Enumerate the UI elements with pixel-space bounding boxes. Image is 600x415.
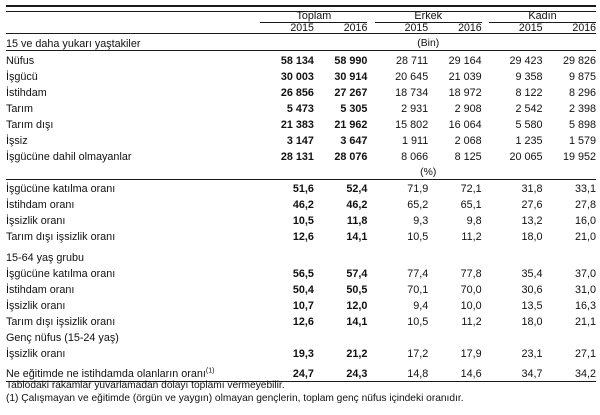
header-year-gap-2 xyxy=(482,22,489,33)
cell-katilma-1564-toplam-2016: 57,4 xyxy=(346,268,368,280)
table-row xyxy=(6,115,596,131)
table-row xyxy=(6,297,596,313)
cell-istihdam-orani-1564-toplam-2016: 50,5 xyxy=(346,284,368,296)
cell-isgucu-erkek-2016: 21 039 xyxy=(448,70,482,83)
row-label-issizlik-orani-15plus: İşsizlik oranı xyxy=(6,215,66,227)
header-year-corner xyxy=(6,22,260,33)
table-row xyxy=(6,131,596,147)
header-gap-2 xyxy=(482,11,489,22)
unit-label-percent: (%) xyxy=(420,167,437,179)
cell-katilma-15plus-kadin-2015: 31,8 xyxy=(521,183,543,195)
row-label-tarim-disi-issizlik-15plus: Tarım dışı işsizlik oranı xyxy=(6,231,116,243)
cell-tarim-toplam-2015: 5 473 xyxy=(286,102,314,115)
labour-force-statistics-table xyxy=(6,11,596,382)
cell-nufus-toplam-2015: 58 134 xyxy=(280,54,314,67)
header-year-gap-1 xyxy=(367,22,374,33)
row-label-tarim: Tarım xyxy=(6,102,33,115)
cell-katilma-15plus-toplam-2016: 52,4 xyxy=(346,183,368,195)
cell-istihdam-toplam-2015: 26 856 xyxy=(280,86,314,99)
row-label-istihdam-orani-15plus: İstihdam oranı xyxy=(6,199,75,211)
table-row xyxy=(6,179,596,196)
header-year-kadin-2015: 2015 xyxy=(518,21,543,34)
cell-tdissizlik-15plus-toplam-2015: 12,6 xyxy=(292,231,314,243)
cell-issizlik-1564-kadin-2015: 13,5 xyxy=(521,300,543,312)
section-title-genc-nufus: Genç nüfus (15-24 yaş) xyxy=(6,332,119,344)
row-label-issizlik-orani-genc: İşsizlik oranı xyxy=(6,348,66,360)
table-row xyxy=(6,196,596,212)
cell-istihdam-erkek-2016: 18 972 xyxy=(448,86,482,99)
cell-issizlik-genc-toplam-2016: 21,2 xyxy=(346,348,368,360)
table-row xyxy=(6,212,596,228)
cell-katilma-15plus-erkek-2015: 71,9 xyxy=(407,183,429,195)
cell-neet-toplam-2016: 24,3 xyxy=(346,368,368,380)
cell-nufus-erkek-2015: 28 711 xyxy=(395,54,429,67)
cell-issizlik-genc-erkek-2016: 17,9 xyxy=(460,348,482,360)
section-title-row-genc xyxy=(6,329,596,345)
column-group-toplam: Toplam xyxy=(260,11,367,22)
cell-dahil-olmayanlar-kadin-2015: 20 065 xyxy=(509,150,543,163)
cell-nufus-toplam-2016: 58 990 xyxy=(334,54,368,67)
cell-istihdam-orani-1564-kadin-2015: 30,6 xyxy=(521,284,543,296)
cell-issizlik-1564-kadin-2016: 16,3 xyxy=(574,300,596,312)
table-row xyxy=(6,147,596,163)
footnote-rounding-note: Tablodaki rakamlar yuvarlamadan dolayı toplamı vermeyebilir. xyxy=(6,380,285,391)
cell-nufus-kadin-2016: 29 826 xyxy=(562,54,596,67)
cell-tdissizlik-15plus-kadin-2015: 18,0 xyxy=(521,231,543,243)
cell-tdissizlik-15plus-toplam-2016: 14,1 xyxy=(346,231,368,243)
header-year-row xyxy=(6,22,596,33)
cell-tarim-disi-kadin-2015: 5 580 xyxy=(515,118,543,131)
column-group-kadin: Kadın xyxy=(489,11,596,22)
section-title-row-1564 xyxy=(6,249,596,265)
section-title-15plus: 15 ve daha yukarı yaştakiler xyxy=(6,37,141,50)
neet-label-text: Ne eğitimde ne istihdamda olanların oranı xyxy=(6,368,206,380)
cell-istihdam-orani-1564-toplam-2015: 50,4 xyxy=(292,284,314,296)
row-label-isgucu: İşgücü xyxy=(6,70,38,83)
cell-isgucu-toplam-2015: 30 003 xyxy=(280,70,314,83)
cell-katilma-1564-kadin-2015: 35,4 xyxy=(521,268,543,280)
cell-istihdam-orani-1564-kadin-2016: 31,0 xyxy=(574,284,596,296)
cell-issizlik-15plus-erkek-2015: 9,3 xyxy=(413,215,429,227)
cell-issizlik-1564-toplam-2015: 10,7 xyxy=(292,300,314,312)
cell-dahil-olmayanlar-toplam-2016: 28 076 xyxy=(334,150,368,163)
cell-istihdam-toplam-2016: 27 267 xyxy=(334,86,368,99)
row-label-isgucune-katilma-orani-15plus: İşgücüne katılma oranı xyxy=(6,183,116,195)
cell-tarim-erkek-2015: 2 931 xyxy=(401,102,429,115)
cell-issiz-erkek-2015: 1 911 xyxy=(401,134,429,147)
cell-tarim-kadin-2016: 2 398 xyxy=(568,102,596,115)
cell-nufus-kadin-2015: 29 423 xyxy=(509,54,543,67)
cell-istihdam-orani-15plus-kadin-2015: 27,6 xyxy=(521,199,543,211)
cell-tdissizlik-1564-toplam-2015: 12,6 xyxy=(292,316,314,328)
table-row xyxy=(6,265,596,281)
cell-tdissizlik-15plus-erkek-2016: 11,2 xyxy=(461,231,482,243)
cell-tarim-disi-erkek-2015: 15 802 xyxy=(395,118,429,131)
cell-tdissizlik-15plus-kadin-2016: 21,0 xyxy=(574,231,596,243)
cell-issizlik-15plus-erkek-2016: 9,8 xyxy=(466,215,482,227)
cell-istihdam-orani-15plus-erkek-2016: 65,1 xyxy=(460,199,482,211)
cell-isgucu-erkek-2015: 20 645 xyxy=(395,70,429,83)
cell-tdissizlik-1564-erkek-2016: 11,2 xyxy=(461,316,482,328)
cell-tarim-disi-toplam-2015: 21 383 xyxy=(280,118,314,131)
row-label-isgucune-dahil-olmayanlar: İşgücüne dahil olmayanlar xyxy=(6,150,132,163)
cell-issizlik-15plus-toplam-2015: 10,5 xyxy=(292,215,314,227)
cell-issizlik-1564-erkek-2015: 9,4 xyxy=(413,300,429,312)
cell-istihdam-kadin-2015: 8 122 xyxy=(515,86,543,99)
cell-issizlik-15plus-kadin-2016: 16,0 xyxy=(574,215,596,227)
cell-katilma-1564-erkek-2016: 77,8 xyxy=(460,268,482,280)
table-row xyxy=(6,345,596,361)
footnotes-block xyxy=(6,379,596,406)
cell-tarim-erkek-2016: 2 908 xyxy=(454,102,482,115)
row-label-isgucune-katilma-orani-1564: İşgücüne katılma oranı xyxy=(6,268,116,280)
cell-issizlik-genc-kadin-2015: 23,1 xyxy=(521,348,543,360)
cell-tarim-disi-toplam-2016: 21 962 xyxy=(334,118,368,131)
cell-issizlik-genc-toplam-2015: 19,3 xyxy=(292,348,314,360)
footnote-marker-1: (1) xyxy=(205,367,215,375)
unit-row-percent-corner xyxy=(6,168,260,178)
cell-issizlik-1564-erkek-2016: 10,0 xyxy=(460,300,482,312)
cell-issiz-erkek-2016: 2 068 xyxy=(454,134,482,147)
row-label-tarim-disi: Tarım dışı xyxy=(6,118,54,131)
cell-neet-toplam-2015: 24,7 xyxy=(292,368,314,380)
cell-tarim-toplam-2016: 5 305 xyxy=(340,102,368,115)
cell-neet-kadin-2016: 34,2 xyxy=(574,368,596,380)
table-row xyxy=(6,83,596,99)
cell-istihdam-orani-15plus-toplam-2015: 46,2 xyxy=(292,199,314,211)
header-year-kadin-2016: 2016 xyxy=(572,21,596,34)
section-title-row-15plus xyxy=(6,34,596,51)
cell-istihdam-kadin-2016: 8 296 xyxy=(568,86,596,99)
cell-tarim-disi-kadin-2016: 5 898 xyxy=(568,118,596,131)
unit-label-thousands: (Bin) xyxy=(417,37,440,49)
cell-issizlik-1564-toplam-2016: 12,0 xyxy=(346,300,368,312)
header-year-erkek-2016: 2016 xyxy=(458,21,482,34)
cell-istihdam-erkek-2015: 18 734 xyxy=(395,86,429,99)
row-label-nufus: Nüfus xyxy=(6,54,35,67)
cell-dahil-olmayanlar-toplam-2015: 28 131 xyxy=(280,150,314,163)
cell-katilma-1564-toplam-2015: 56,5 xyxy=(292,268,314,280)
cell-issizlik-15plus-toplam-2016: 11,8 xyxy=(346,215,368,227)
header-year-toplam-2015: 2015 xyxy=(290,21,314,34)
cell-neet-erkek-2016: 14,6 xyxy=(460,368,482,380)
cell-tarim-kadin-2015: 2 542 xyxy=(515,102,543,115)
row-label-istihdam: İstihdam xyxy=(6,86,47,99)
row-label-istihdam-orani-1564: İstihdam oranı xyxy=(6,284,75,296)
cell-istihdam-orani-15plus-kadin-2016: 27,8 xyxy=(574,199,596,211)
cell-katilma-15plus-erkek-2016: 72,1 xyxy=(460,183,482,195)
cell-issizlik-15plus-kadin-2015: 13,2 xyxy=(521,215,543,227)
cell-istihdam-orani-15plus-erkek-2015: 65,2 xyxy=(407,199,429,211)
cell-istihdam-orani-1564-erkek-2015: 70,1 xyxy=(407,284,429,296)
section-title-1564: 15-64 yaş grubu xyxy=(6,252,85,264)
cell-isgucu-toplam-2016: 30 914 xyxy=(334,70,368,83)
cell-issiz-toplam-2016: 3 647 xyxy=(340,134,368,147)
cell-issizlik-genc-erkek-2015: 17,2 xyxy=(407,348,429,360)
table-row xyxy=(6,281,596,297)
cell-tdissizlik-15plus-erkek-2015: 10,5 xyxy=(407,231,429,243)
header-year-toplam-2016: 2016 xyxy=(343,21,368,34)
row-label-issiz: İşsiz xyxy=(6,134,28,147)
header-year-erkek-2015: 2015 xyxy=(404,21,429,34)
table-row xyxy=(6,313,596,329)
cell-katilma-1564-erkek-2015: 77,4 xyxy=(407,268,429,280)
table-row xyxy=(6,99,596,115)
table-row xyxy=(6,67,596,83)
cell-neet-kadin-2015: 34,7 xyxy=(521,368,543,380)
cell-isgucu-kadin-2016: 9 875 xyxy=(568,70,596,83)
cell-dahil-olmayanlar-erkek-2016: 8 125 xyxy=(454,150,482,163)
cell-istihdam-orani-15plus-toplam-2016: 46,2 xyxy=(346,199,368,211)
cell-dahil-olmayanlar-erkek-2015: 8 066 xyxy=(401,150,429,163)
row-label-tarim-disi-issizlik-1564: Tarım dışı işsizlik oranı xyxy=(6,316,116,328)
cell-neet-erkek-2015: 14,8 xyxy=(407,368,429,380)
cell-tdissizlik-1564-kadin-2015: 18,0 xyxy=(521,316,543,328)
cell-issiz-toplam-2015: 3 147 xyxy=(286,134,314,147)
cell-istihdam-orani-1564-erkek-2016: 70,0 xyxy=(460,284,482,296)
table-row xyxy=(6,228,596,244)
cell-issiz-kadin-2016: 1 579 xyxy=(568,134,596,147)
header-corner-cell xyxy=(6,11,260,22)
cell-isgucu-kadin-2015: 9 358 xyxy=(515,70,543,83)
cell-katilma-15plus-kadin-2016: 33,1 xyxy=(574,183,596,195)
column-group-erkek: Erkek xyxy=(375,11,482,22)
row-label-issizlik-orani-1564: İşsizlik oranı xyxy=(6,300,66,312)
table-row xyxy=(6,51,596,68)
cell-tdissizlik-1564-erkek-2015: 10,5 xyxy=(407,316,429,328)
cell-nufus-erkek-2016: 29 164 xyxy=(448,54,482,67)
cell-katilma-1564-kadin-2016: 37,0 xyxy=(574,268,596,280)
unit-row-percent xyxy=(6,168,596,178)
footnote-neet-definition: (1) Çalışmayan ve eğitimde (örgün ve yaygın) olmayan gençlerin, toplam genç nüfus içindeki oranıdır. xyxy=(6,393,464,405)
cell-katilma-15plus-toplam-2015: 51,6 xyxy=(292,183,314,195)
cell-tarim-disi-erkek-2016: 16 064 xyxy=(448,118,482,131)
header-group-row xyxy=(6,11,596,22)
cell-tdissizlik-1564-toplam-2016: 14,1 xyxy=(346,316,368,328)
cell-dahil-olmayanlar-kadin-2016: 19 952 xyxy=(562,150,596,163)
cell-tdissizlik-1564-kadin-2016: 21,1 xyxy=(574,316,596,328)
cell-issiz-kadin-2015: 1 235 xyxy=(515,134,543,147)
cell-issizlik-genc-kadin-2016: 27,1 xyxy=(574,348,596,360)
header-gap-1 xyxy=(367,11,374,22)
